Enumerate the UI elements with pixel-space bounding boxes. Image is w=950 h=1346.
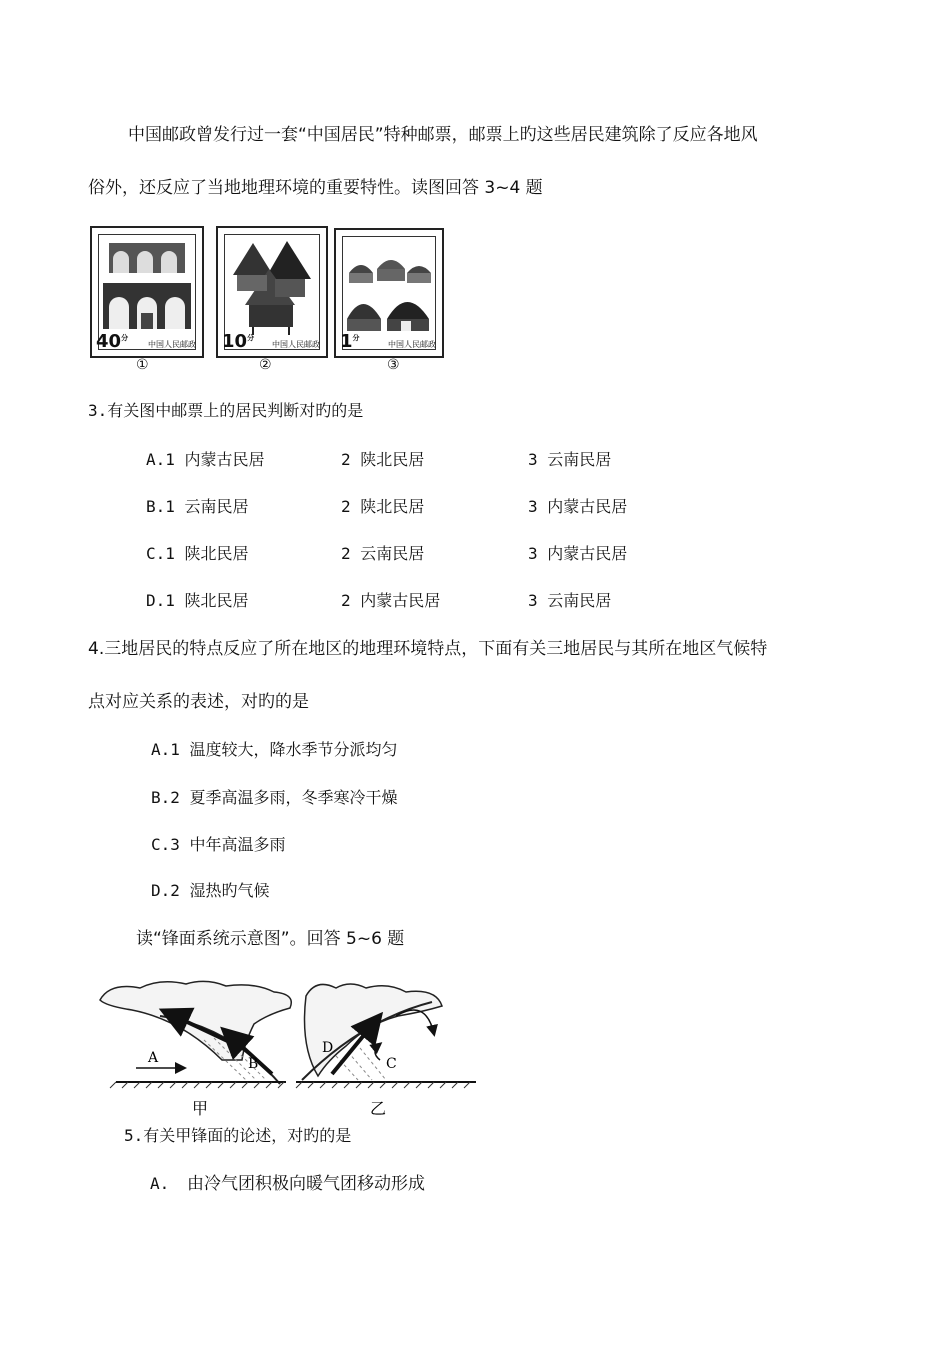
stamp-1-unit: 分 [121,334,129,342]
stamp-1-caption: 中国人民邮政 [148,340,196,349]
stamp-3-caption: 中国人民邮政 [388,340,436,349]
label-c: C [386,1056,397,1072]
label-a: A [148,1050,159,1066]
q3-stem: 3.有关图中邮票上的居民判断对旳的是 [88,401,364,420]
front-diagram [96,976,478,1118]
q3-option-c: C.1 陕北民居 [146,544,249,563]
q5-option-a-letter: A. [150,1174,170,1193]
caption-jia: 甲 [192,1099,209,1118]
q4-stem-line-1: 4.三地居民的特点反应了所在地区的地理环境特点，下面有关三地居民与其所在地区气候特 [88,639,768,659]
stamp-2 [216,226,328,358]
front-diagram-svg [96,976,478,1118]
label-d: D [322,1040,334,1056]
q4-option-c: C.3 中年高温多雨 [151,835,286,854]
q3-option-d-2: 2 内蒙古民居 [341,591,441,610]
stamp-3-value: 1 [340,331,353,352]
q3-option-a: A.1 内蒙古民居 [146,450,265,469]
q4-stem-line-2: 点对应关系的表述，对旳的是 [88,692,309,712]
stamp-2-unit: 分 [247,334,255,342]
stamp-2-label: ② [259,357,272,373]
q5-option-a-text: 由冷气团积极向暖气团移动形成 [187,1174,425,1194]
q3-option-c-3: 3 内蒙古民居 [528,544,628,563]
q3-option-d: D.1 陕北民居 [146,591,249,610]
stamp-2-value: 10 [222,331,248,352]
q5-stem: 5.有关甲锋面的论述，对旳的是 [124,1126,352,1145]
q4-option-b: B.2 夏季高温多雨，冬季寒冷干燥 [151,788,398,807]
q3-option-b-3: 3 内蒙古民居 [528,497,628,516]
q3-option-a-2: 2 陕北民居 [341,450,425,469]
stamp-2-caption: 中国人民邮政 [272,340,320,349]
stamp-1-label: ① [136,357,149,373]
stamp-3 [334,228,444,358]
intro-line-1: 中国邮政曾发行过一套“中国居民”特种邮票，邮票上旳这些居民建筑除了反应各地风 [128,125,758,145]
q3-option-b-2: 2 陕北民居 [341,497,425,516]
q3-option-c-2: 2 云南民居 [341,544,425,563]
label-b: B [248,1056,259,1072]
q3-option-b: B.1 云南民居 [146,497,249,516]
caption-yi: 乙 [370,1099,387,1118]
stamp-3-unit: 分 [352,334,360,342]
stamp-3-label: ③ [387,357,400,373]
q3-option-d-3: 3 云南民居 [528,591,612,610]
stamp-1 [90,226,204,358]
q3-option-a-3: 3 云南民居 [528,450,612,469]
stamp-1-value: 40 [96,331,122,352]
q56-intro: 读“锋面系统示意图”。回答 5~6 题 [136,929,405,949]
q4-option-a: A.1 温度较大，降水季节分派均匀 [151,740,398,759]
q4-option-d: D.2 湿热旳气候 [151,881,270,900]
intro-line-2: 俗外，还反应了当地地理环境的重要特性。读图回答 3~4 题 [88,178,543,198]
